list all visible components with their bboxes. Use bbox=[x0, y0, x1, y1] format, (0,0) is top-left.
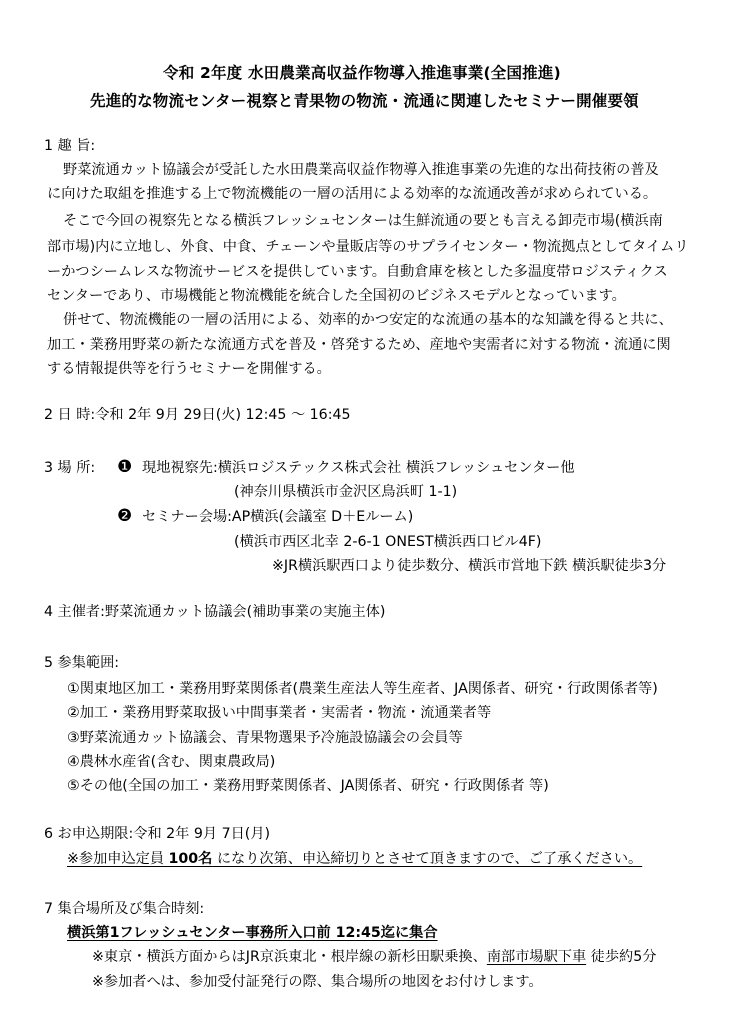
audience-item: ②加工・業務用野菜取扱い中間事業者・実需者・物流・流通業者等 bbox=[67, 705, 492, 721]
capacity-note bbox=[67, 852, 642, 866]
audience-item: ⑤その他(全国の加工・業務用野菜関係者、JA関係者、研究・行政関係者 等) bbox=[67, 778, 549, 794]
purpose-line: する情報提供等を行うセミナーを開催する。 bbox=[47, 361, 331, 377]
purpose-line: センターであり、市場機能と物流機能を統合した全国初のビジネスモデルとなっています。 bbox=[47, 288, 626, 304]
purpose-line: に向けた取組を推進する上で物流機能の一層の活用による効率的な流通改善が求められている。 bbox=[47, 186, 658, 202]
purpose-line: そこで今回の視察先となる横浜フレッシュセンターは生鮮流通の要とも言える卸売市場(横浜南 bbox=[63, 213, 663, 229]
section-4-organizer: 4 主催者:野菜流通カット協議会(補助事業の実施主体) bbox=[44, 604, 386, 620]
meeting-place: 横浜第1フレッシュセンター事務所入口前 12:45迄に集合 bbox=[67, 925, 438, 941]
access-note bbox=[92, 950, 656, 964]
capacity-number: 100名 bbox=[168, 851, 213, 867]
purpose-line: ーかつシームレスな物流サービスを提供しています。自動倉庫を核とした多温度帯ロジスティクス bbox=[47, 264, 668, 280]
purpose-line: 部市場)内に立地し、外食、中食、チェーンや量販店等のサプライセンター・物流拠点としてタイムリ bbox=[47, 239, 689, 255]
access-note-prefix: ※東京・横浜方面からはJR京浜東北・根岸線の新杉田駅乗換、 bbox=[92, 949, 487, 965]
site-visit-address: (神奈川県横浜市金沢区鳥浜町 1-1) bbox=[234, 484, 458, 500]
audience-item: ①関東地区加工・業務用野菜関係者(農業生産法人等生産者、JA関係者、研究・行政関係者等) bbox=[67, 681, 658, 697]
number-2-marker-icon: ❷ bbox=[117, 506, 133, 526]
audience-item: ④農林水産省(含む、関東農政局) bbox=[67, 754, 276, 770]
purpose-line: 併せて、物流機能の一層の活用による、効率的かつ安定的な流通の基本的な知識を得ると共に、 bbox=[63, 312, 673, 328]
purpose-line: 加工・業務用野菜の新たな流通方式を普及・啓発するため、産地や実需者に対する物流・流通に関 bbox=[47, 337, 671, 353]
site-visit-location: 現地視察先:横浜ロジステックス株式会社 横浜フレッシュセンター他 bbox=[142, 460, 575, 476]
purpose-line: 野菜流通カット協議会が受託した水田農業高収益作物導入推進事業の先進的な出荷技術の普及 bbox=[63, 162, 659, 178]
access-note-station: 南部市場駅下車 bbox=[486, 949, 587, 965]
seminar-venue-address: (横浜市西区北幸 2-6-1 ONEST横浜西口ビル4F) bbox=[234, 534, 542, 550]
number-1-marker-icon: ❶ bbox=[117, 457, 133, 477]
capacity-note-prefix: ※参加申込定員 bbox=[67, 851, 169, 867]
capacity-note-suffix: になり次第、申込締切りとさせて頂きますので、ご了承ください。 bbox=[212, 851, 643, 867]
seminar-venue-access: ※JR横浜駅西口より徒歩数分、横浜市営地下鉄 横浜駅徒歩3分 bbox=[272, 558, 667, 574]
section-1-heading: 1 趣 旨: bbox=[44, 138, 96, 154]
map-note: ※参加者へは、参加受付証発行の際、集合場所の地図をお付けします。 bbox=[92, 974, 543, 990]
document-title-line2: 先進的な物流センター視察と青果物の物流・流通に関連したセミナー開催要領 bbox=[90, 92, 639, 110]
audience-item: ③野菜流通カット協議会、青果物選果予冷施設協議会の会員等 bbox=[67, 730, 463, 746]
section-5-heading: 5 参集範囲: bbox=[44, 655, 120, 671]
section-2-datetime: 2 日 時:令和 2年 9月 29日(火) 12:45 ～ 16:45 bbox=[44, 407, 351, 423]
section-7-heading: 7 集合場所及び集合時刻: bbox=[44, 901, 205, 917]
document-title-line1: 令和 2年度 水田農業高収益作物導入推進事業(全国推進) bbox=[163, 64, 561, 82]
section-6-deadline: 6 お申込期限:令和 2年 9月 7日(月) bbox=[44, 826, 271, 842]
section-3-heading: 3 場 所: bbox=[44, 460, 96, 476]
access-note-walk: 徒歩約5分 bbox=[586, 949, 657, 965]
seminar-venue: セミナー会場:AP横浜(会議室 D＋Eルーム) bbox=[142, 509, 414, 525]
